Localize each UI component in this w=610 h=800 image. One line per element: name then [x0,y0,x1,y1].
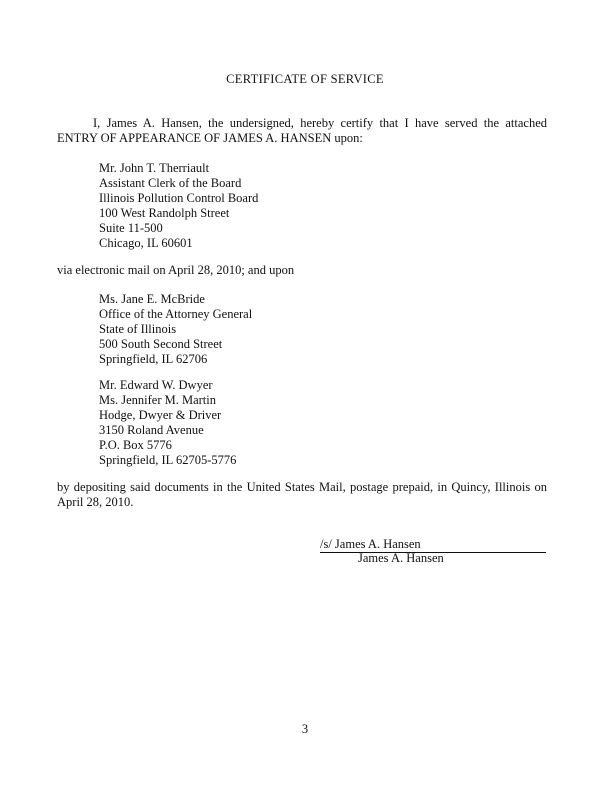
address-line: Mr. John T. Therriault [99,161,210,175]
address-line: P.O. Box 5776 [99,438,172,452]
address-line: Chicago, IL 60601 [99,236,193,250]
address-line: Springfield, IL 62705-5776 [99,453,237,467]
address-line: Ms. Jennifer M. Martin [99,393,216,407]
address-line: Hodge, Dwyer & Driver [99,408,222,422]
closing-paragraph: by depositing said documents in the United States Mail, postage prepaid, in Quincy, Illinois on April 28, 2010. [57,480,547,509]
intro-paragraph [57,116,547,146]
address-line: 3150 Roland Avenue [99,423,204,437]
recipient-address-1 [99,161,258,251]
address-line: Suite 11-500 [99,221,163,235]
address-line: Illinois Pollution Control Board [99,191,259,205]
address-line: Assistant Clerk of the Board [99,176,242,190]
address-line: Mr. Edward W. Dwyer [99,378,213,392]
page-number: 3 [301,722,309,736]
address-line: State of Illinois [99,322,177,336]
service-method-line: via electronic mail on April 28, 2010; and upon [57,263,295,277]
address-line: 100 West Randolph Street [99,206,230,220]
recipient-address-3 [99,378,236,468]
address-line: Springfield, IL 62706 [99,352,208,366]
signature-line: /s/ James A. Hansen [320,537,546,553]
signer-name: James A. Hansen [358,551,444,565]
recipient-address-2 [99,292,252,367]
address-line: Office of the Attorney General [99,307,253,321]
address-line: 500 South Second Street [99,337,223,351]
address-line: Ms. Jane E. McBride [99,292,205,306]
document-title: CERTIFICATE OF SERVICE [226,72,384,86]
intro-text: I, James A. Hansen, the undersigned, hereby certify that I have served the attached ENTRY OF APPEARANCE OF JAMES A. HANSEN upon: [57,116,547,145]
